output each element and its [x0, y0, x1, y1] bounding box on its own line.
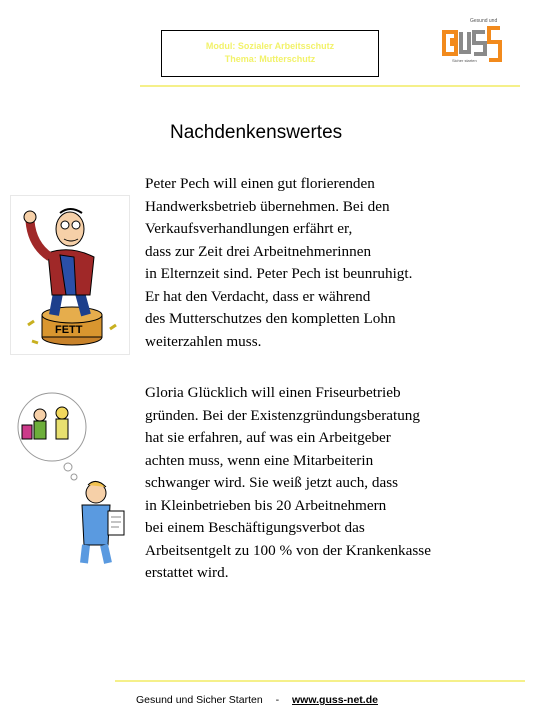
topic-label: Thema: Mutterschutz [224, 54, 316, 64]
paragraph-line: gründen. Bei der Existenzgründungsberatung [145, 406, 420, 424]
paragraph-line: erstattet wird. [145, 564, 229, 581]
paragraph-line: Er hat den Verdacht, dass er während [145, 287, 371, 305]
paragraph-line: des Mutterschutzes den kompletten Lohn [145, 310, 396, 327]
paragraph-line: in Kleinbetrieben bis 20 Arbeitnehmern [145, 496, 387, 514]
page-title: Nachdenkenswertes [170, 122, 343, 143]
module-label: Modul: Sozialer Arbeitsschutz [205, 41, 335, 51]
barrel-label: FETT [55, 324, 83, 336]
gloria-gluecklich-illustration [12, 385, 130, 565]
header-rule [140, 85, 520, 87]
peter-pech-illustration [10, 195, 130, 355]
logo-bottom-text: Sicher starten [452, 58, 477, 63]
paragraph-line: Verkaufsverhandlungen erfährt er, [145, 220, 353, 237]
paragraph-gloria-gluecklich [145, 382, 505, 585]
paragraph-line: Arbeitsentgelt zu 100 % von der Krankenkasse [145, 541, 431, 559]
paragraph-line: bei einem Beschäftigungsverbot das [145, 519, 365, 536]
footer-rule [115, 680, 525, 682]
paragraph-line: weiterzahlen muss. [145, 332, 262, 350]
module-header-box [161, 30, 379, 77]
paragraph-line: hat sie erfahren, auf was ein Arbeitgeber [145, 429, 391, 446]
paragraph-line: Gloria Glücklich will einen Friseurbetrieb [145, 384, 401, 401]
paragraph-peter-pech [145, 173, 505, 353]
paragraph-line: dass zur Zeit drei Arbeitnehmerinnen [145, 242, 372, 260]
logo-top-text: Gesund und [470, 18, 498, 24]
footer-website-link[interactable]: www.guss-net.de [292, 694, 378, 706]
footer [136, 693, 378, 707]
paragraph-line: schwanger wird. Sie weiß jetzt auch, dass [145, 474, 399, 491]
footer-separator: - [275, 694, 280, 706]
paragraph-line: achten muss, wenn eine Mitarbeiterin [145, 451, 374, 469]
paragraph-line: in Elternzeit sind. Peter Pech ist beunruhigt. [145, 265, 413, 282]
paragraph-line: Peter Pech will einen gut florierenden [145, 175, 375, 192]
footer-text: Gesund und Sicher Starten [136, 694, 263, 706]
paragraph-line: Handwerksbetrieb übernehmen. Bei den [145, 197, 390, 215]
